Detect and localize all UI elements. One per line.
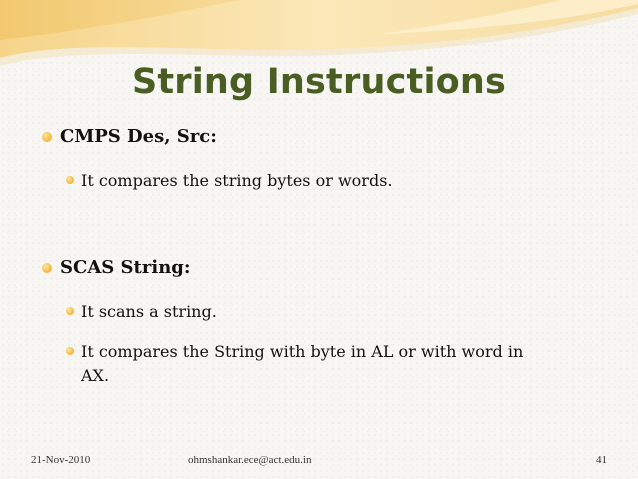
sub-bullet-continuation [81,364,109,388]
bullet-dot-icon [42,132,52,142]
sub-bullet-dot-icon [66,307,74,315]
footer-date: 21-Nov-2010 [31,454,91,466]
sub-bullet-item [66,169,392,193]
bullet-item [42,124,217,150]
sub-bullet-dot-icon [66,176,74,184]
sub-bullet-text: It scans a string. [81,302,217,321]
sub-bullet-item [66,340,523,364]
slide-title: String Instructions [131,62,507,102]
sub-bullet-dot-icon [66,347,74,355]
footer-page-number: 41 [596,454,607,466]
bullet-label: SCAS String: [60,257,191,278]
bullet-item [42,255,191,281]
sub-bullet-text: AX. [81,366,110,385]
footer-email: ohmshankar.ece@act.edu.in [188,454,312,466]
sub-bullet-item [66,300,217,324]
bullet-dot-icon [42,263,52,273]
sub-bullet-text: It compares the String with byte in AL or with word in [81,342,524,361]
bullet-label: CMPS Des, Src: [60,126,217,147]
sub-bullet-text: It compares the string bytes or words. [81,171,393,190]
